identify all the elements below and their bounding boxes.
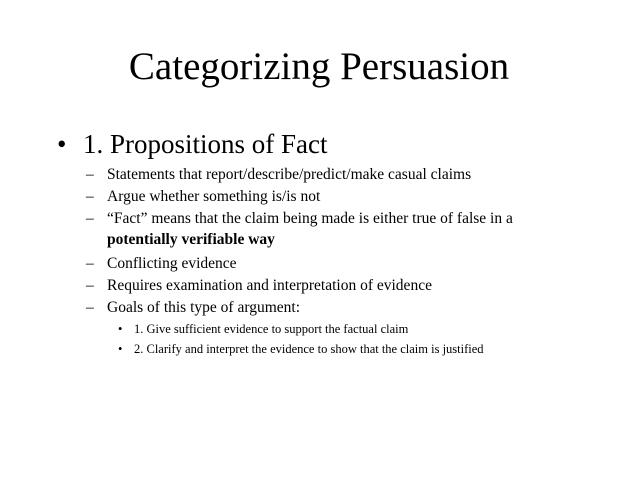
emphasis-text: potentially verifiable way <box>107 231 275 248</box>
slide-title: Categorizing Persuasion <box>128 45 510 88</box>
heading-text: 1. Propositions of Fact <box>83 129 328 159</box>
list-item-text: Argue whether something is/is not <box>107 188 321 205</box>
list-item-text: Conflicting evidence <box>107 255 237 272</box>
dash-icon: – <box>86 188 94 205</box>
bullet-icon: • <box>118 342 123 356</box>
sub-list-item-text: 1. Give sufficient evidence to support the factual claim <box>134 322 409 336</box>
dash-icon: – <box>86 166 94 183</box>
list-item-text: Statements that report/describe/predict/make casual claims <box>107 166 472 183</box>
bullet-icon: • <box>57 129 67 159</box>
dash-icon: – <box>86 299 94 316</box>
dash-icon: – <box>86 255 94 272</box>
sub-list-item-text: 2. Clarify and interpret the evidence to show that the claim is justified <box>134 342 484 356</box>
list-item-text: Goals of this type of argument: <box>107 299 301 316</box>
dash-icon: – <box>86 277 94 294</box>
list-item-text: “Fact” means that the claim being made is either true of false in a <box>107 210 513 227</box>
bullet-icon: • <box>118 322 123 336</box>
list-item-text: Requires examination and interpretation of evidence <box>107 277 432 294</box>
dash-icon: – <box>86 210 94 227</box>
